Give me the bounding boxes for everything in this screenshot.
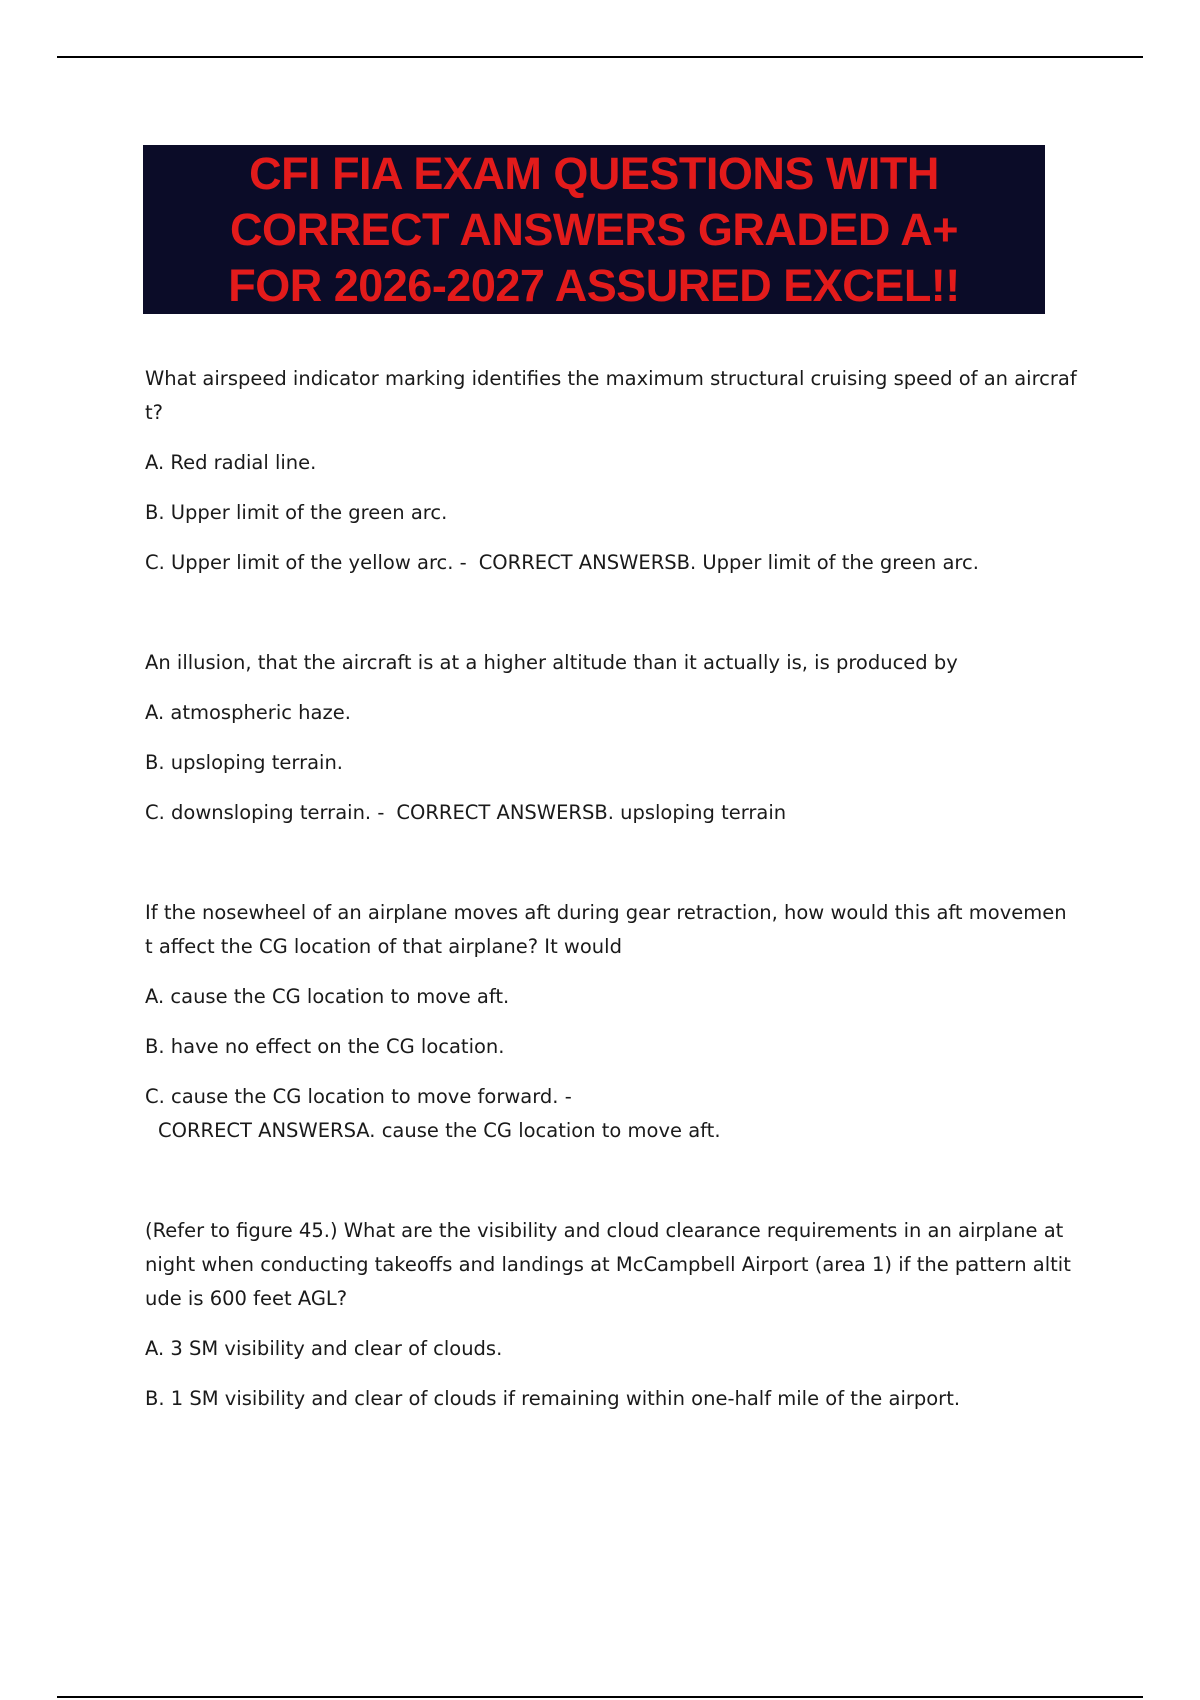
question-4 <box>145 1214 1095 1416</box>
question-2-option-b: B. upsloping terrain. <box>145 751 344 774</box>
question-1 <box>145 362 1095 580</box>
question-3-line-2: t affect the CG location of that airplane? It would <box>145 935 622 958</box>
question-3-answer: CORRECT ANSWERSA. cause the CG location to move aft. <box>158 1119 721 1142</box>
question-4-option-b: B. 1 SM visibility and clear of clouds if remaining within one-half mile of the airport. <box>145 1387 961 1410</box>
top-rule <box>57 56 1143 58</box>
question-2-text <box>145 646 1095 680</box>
title-line-2: CORRECT ANSWERS GRADED A+ <box>230 203 958 255</box>
question-3-option-a: A. cause the CG location to move aft. <box>145 985 510 1008</box>
question-1-text <box>145 362 1095 430</box>
question-1-answer: CORRECT ANSWERSB. Upper limit of the green arc. <box>478 551 979 574</box>
question-3 <box>145 896 1095 1148</box>
question-3-option-c <box>145 1080 1095 1148</box>
question-spacer <box>145 830 1095 896</box>
question-1-option-c-text: C. Upper limit of the yellow arc. - <box>145 551 467 574</box>
question-list <box>145 362 1095 1416</box>
question-2-option-a: A. atmospheric haze. <box>145 701 351 724</box>
question-2 <box>145 646 1095 830</box>
question-2-line-1: An illusion, that the aircraft is at a higher altitude than it actually is, is produced by <box>145 651 958 674</box>
question-4-line-2: night when conducting takeoffs and landings at McCampbell Airport (area 1) if the pattern altit <box>145 1253 1071 1276</box>
question-1-option-a: A. Red radial line. <box>145 451 317 474</box>
question-3-option-b: B. have no effect on the CG location. <box>145 1035 505 1058</box>
question-1-option-b: B. Upper limit of the green arc. <box>145 501 448 524</box>
question-3-option-c-text: C. cause the CG location to move forward. - <box>145 1085 572 1108</box>
question-3-line-1: If the nosewheel of an airplane moves aft during gear retraction, how would this aft movemen <box>145 901 1067 924</box>
question-2-answer: CORRECT ANSWERSB. upsloping terrain <box>396 801 787 824</box>
question-4-option-a: A. 3 SM visibility and clear of clouds. <box>145 1337 503 1360</box>
question-3-text <box>145 896 1095 964</box>
title-line-1: CFI FIA EXAM QUESTIONS WITH <box>249 147 939 199</box>
question-4-line-1: (Refer to figure 45.) What are the visibility and cloud clearance requirements in an airplane at <box>145 1219 1064 1242</box>
question-4-line-3: ude is 600 feet AGL? <box>145 1287 348 1310</box>
question-2-option-c <box>145 796 1095 830</box>
title-line-3: FOR 2026-2027 ASSURED EXCEL!! <box>228 259 960 311</box>
question-2-option-c-text: C. downsloping terrain. - <box>145 801 385 824</box>
question-1-line-2: t? <box>145 401 163 424</box>
question-1-line-1: What airspeed indicator marking identifies the maximum structural cruising speed of an aircraf <box>145 367 1077 390</box>
question-1-option-c <box>145 546 1095 580</box>
bottom-rule <box>57 1696 1143 1698</box>
question-4-text <box>145 1214 1095 1316</box>
title-banner <box>143 145 1045 314</box>
question-spacer <box>145 580 1095 646</box>
question-spacer <box>145 1148 1095 1214</box>
